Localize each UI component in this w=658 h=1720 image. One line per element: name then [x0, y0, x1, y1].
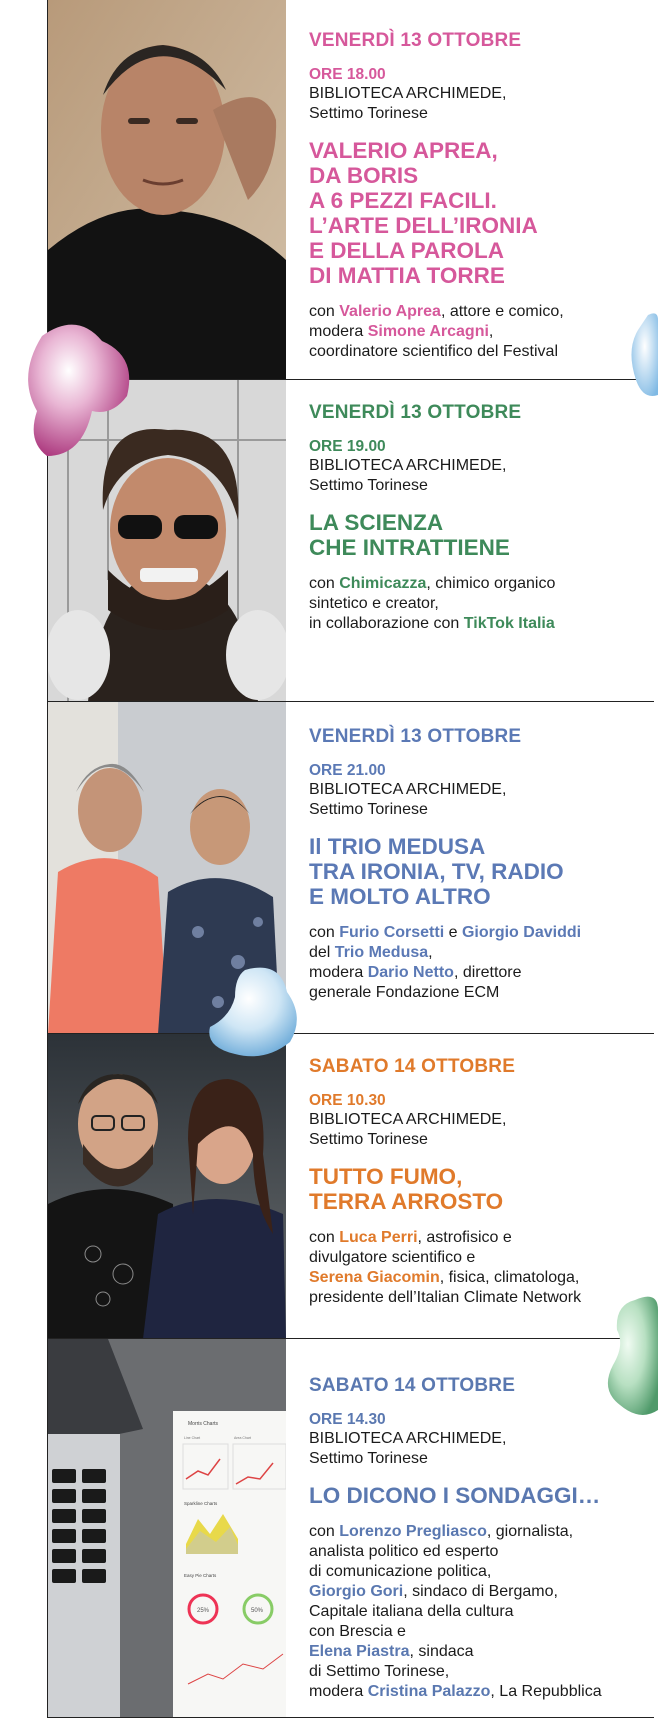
event-city: Settimo Torinese [309, 1131, 428, 1148]
event-venue: BIBLIOTECA ARCHIMEDE, [309, 781, 507, 798]
event-city: Settimo Torinese [309, 105, 428, 122]
event-photo [48, 1034, 286, 1338]
description-text: con [309, 1523, 340, 1540]
highlighted-name: Lorenzo Pregliasco [339, 1523, 487, 1540]
event-venue: BIBLIOTECA ARCHIMEDE, [309, 85, 507, 102]
highlighted-name: Elena Piastra [309, 1643, 410, 1660]
event-time: ORE 21.00 [309, 762, 386, 779]
event-description [309, 1228, 634, 1308]
highlighted-name: Chimicazza [339, 575, 427, 592]
event-day: VENERDÌ 13 OTTOBRE [309, 726, 522, 747]
event-day: VENERDÌ 13 OTTOBRE [309, 402, 522, 423]
green-blob-decoration [605, 1290, 658, 1420]
description-text: , fisica, climatologa, presidente dell’Italian Climate Network [309, 1269, 582, 1306]
description-text: con [309, 924, 340, 941]
event-venue: BIBLIOTECA ARCHIMEDE, [309, 1111, 507, 1128]
highlighted-name: Giorgio Gori [309, 1583, 404, 1600]
highlighted-name: Furio Corsetti [339, 924, 445, 941]
event-description [309, 302, 634, 362]
description-text: con [309, 575, 340, 592]
event-title: LO DICONO I SONDAGGI… [309, 1483, 601, 1508]
blue-blob-decoration [205, 962, 310, 1062]
event-city: Settimo Torinese [309, 801, 428, 818]
description-text: e [444, 924, 462, 941]
highlighted-name: Luca Perri [339, 1229, 418, 1246]
event-description [309, 1522, 634, 1702]
event-content [286, 702, 654, 1033]
highlighted-name: TikTok Italia [463, 615, 555, 632]
event-content [286, 1339, 654, 1717]
description-text: , astrofisico e divulgatore scientifico e [309, 1229, 512, 1266]
event-title: LA SCIENZA CHE INTRATTIENE [309, 510, 510, 560]
pie-value-2: 50% [251, 1608, 264, 1614]
event-title: TUTTO FUMO, TERRA ARROSTO [309, 1164, 504, 1214]
event-time: ORE 18.00 [309, 66, 386, 83]
description-text: , attore e comico, modera [309, 303, 564, 340]
highlighted-name: Trio Medusa [334, 944, 429, 961]
event-time: ORE 10.30 [309, 1092, 386, 1109]
highlighted-name: Dario Netto [367, 964, 454, 981]
event-city: Settimo Torinese [309, 1450, 428, 1467]
event-time: ORE 19.00 [309, 438, 386, 455]
event-photo [48, 1339, 286, 1717]
description-text: , sindaca di Settimo Torinese, modera [309, 1643, 474, 1700]
event-content [286, 380, 654, 701]
easy-pie-label: Easy Pie Charts [184, 1573, 217, 1578]
highlighted-name: Giorgio Daviddi [461, 924, 582, 941]
event-venue: BIBLIOTECA ARCHIMEDE, [309, 457, 507, 474]
event-time: ORE 14.30 [309, 1411, 386, 1428]
event-card [48, 1034, 654, 1339]
description-text: del [309, 944, 331, 961]
event-day: SABATO 14 OTTOBRE [309, 1056, 516, 1077]
description-text: , sindaco di Bergamo, Capitale italiana della cultura con Brescia e [309, 1583, 558, 1640]
event-title: Il TRIO MEDUSA TRA IRONIA, TV, RADIO E MOLTO ALTRO [309, 834, 564, 909]
description-text: con [309, 1229, 340, 1246]
event-day: SABATO 14 OTTOBRE [309, 1375, 516, 1396]
area-chart-label: Area Chart [234, 1436, 251, 1440]
event-city: Settimo Torinese [309, 477, 428, 494]
sparkline-label: Sparkline Charts [184, 1501, 218, 1506]
description-text: , giornalista, analista politico ed esperto di comunicazione politica, [309, 1523, 574, 1580]
description-text: , chimico organico sintetico e creator, in collaborazione con [309, 575, 556, 632]
event-day: VENERDÌ 13 OTTOBRE [309, 30, 522, 51]
highlighted-name: Serena Giacomin [309, 1269, 440, 1286]
event-title: VALERIO APREA, DA BORIS A 6 PEZZI FACILI. L’ARTE DELL’IRONIA E DELLA PAROLA DI MATTIA TORRE [309, 138, 538, 288]
description-text: , La Repubblica [490, 1683, 602, 1700]
event-card [48, 1339, 654, 1718]
pink-blob-decoration [22, 316, 140, 466]
description-text: , direttore generale Fondazione ECM [309, 964, 522, 1001]
event-content [286, 0, 654, 379]
blue-blob-decoration [628, 310, 658, 400]
highlighted-name: Valerio Aprea [339, 303, 441, 320]
highlighted-name: Simone Arcagni [367, 323, 489, 340]
morris-charts-label: Morris Charts [188, 1421, 219, 1427]
description-text: , modera [309, 944, 433, 981]
event-description [309, 574, 634, 634]
event-card [48, 702, 654, 1034]
description-text: con [309, 303, 340, 320]
events-list [47, 0, 654, 1718]
pie-value-1: 25% [197, 1608, 210, 1614]
event-content [286, 1034, 654, 1338]
highlighted-name: Cristina Palazzo [367, 1683, 491, 1700]
description-text: , coordinatore scientifico del Festival [309, 323, 559, 360]
event-venue: BIBLIOTECA ARCHIMEDE, [309, 1430, 507, 1447]
line-chart-label: Line Chart [184, 1436, 201, 1440]
event-description [309, 923, 634, 1003]
